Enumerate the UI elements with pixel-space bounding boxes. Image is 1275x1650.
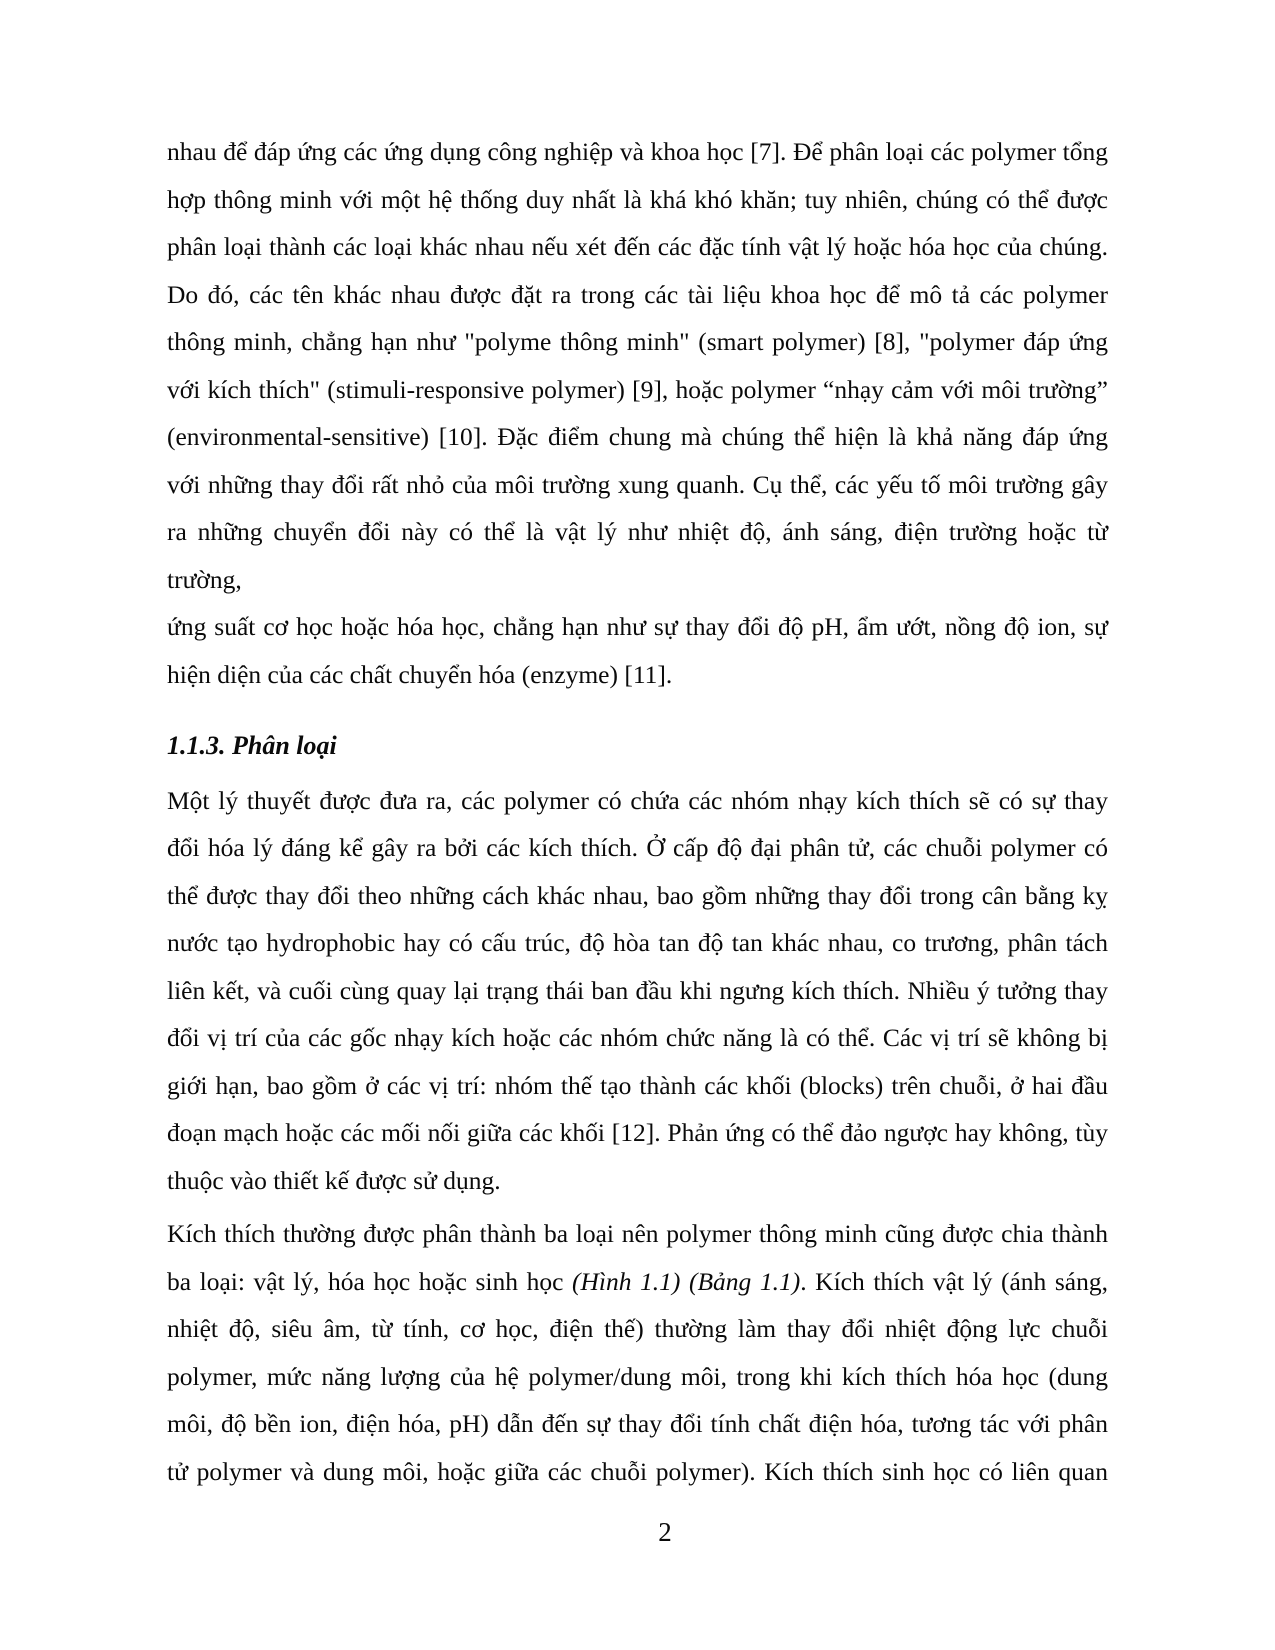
text-line: môi, độ bền ion, điện hóa, pH) dẫn đến sự thay đổi tính chất điện hóa, tương tác với phân xyxy=(167,1409,1108,1438)
text-segment: ba loại: vật lý, hóa học hoặc sinh học xyxy=(167,1266,572,1296)
text-block xyxy=(167,128,1108,1501)
text-line: đổi hóa lý đáng kể gây ra bởi các kích thích. Ở cấp độ đại phân tử, các chuỗi polymer có xyxy=(167,833,1108,862)
page-number: 2 xyxy=(658,1517,672,1547)
text-line: nhau để đáp ứng các ứng dụng công nghiệp và khoa học [7]. Để phân loại các polymer tổng xyxy=(167,137,1108,166)
text-line: Kích thích thường được phân thành ba loại nên polymer thông minh cũng được chia thành xyxy=(167,1219,1108,1248)
text-line: ra những chuyển đổi này có thể là vật lý như nhiệt độ, ánh sáng, điện trường hoặc từ trường, xyxy=(167,517,1108,594)
text-segment: . Kích thích vật lý (ánh sáng, xyxy=(800,1266,1108,1296)
text-line: thông minh, chẳng hạn như "polyme thông minh" (smart polymer) [8], "polymer đáp ứng xyxy=(167,327,1108,356)
section-heading: 1.1.3. Phân loại xyxy=(167,731,337,760)
text-line: nhiệt độ, siêu âm, từ tính, cơ học, điện thế) thường làm thay đổi nhiệt động lực chuỗi xyxy=(167,1314,1108,1343)
figure-table-reference: (Hình 1.1) (Bảng 1.1) xyxy=(571,1266,801,1296)
text-line: với những thay đổi rất nhỏ của môi trường xung quanh. Cụ thể, các yếu tố môi trường gây xyxy=(167,469,1108,499)
text-line: ứng suất cơ học hoặc hóa học, chẳng hạn như sự thay đổi độ pH, ẩm ướt, nồng độ ion, sự xyxy=(167,612,1108,641)
text-line: hiện diện của các chất chuyển hóa (enzyme) [11]. xyxy=(167,659,673,689)
text-line: giới hạn, bao gồm ở các vị trí: nhóm thế tạo thành các khối (blocks) trên chuỗi, ở hai đầu xyxy=(167,1070,1108,1100)
text-line: polymer, mức năng lượng của hệ polymer/dung môi, trong khi kích thích hóa học (dung xyxy=(167,1361,1108,1391)
text-line: thể được thay đổi theo những cách khác nhau, bao gồm những thay đổi trong cân bằng kỵ xyxy=(167,880,1108,910)
paragraph xyxy=(167,128,1108,698)
paragraph xyxy=(167,1210,1108,1495)
text-line: thuộc vào thiết kế được sử dụng. xyxy=(167,1165,501,1195)
text-line: phân loại thành các loại khác nhau nếu xét đến các đặc tính vật lý hoặc hóa học của chúng. xyxy=(167,232,1108,261)
text-line xyxy=(167,1258,1108,1306)
text-line: (environmental-sensitive) [10]. Đặc điểm chung mà chúng thể hiện là khả năng đáp ứng xyxy=(167,422,1108,451)
text-line: liên kết, và cuối cùng quay lại trạng thái ban đầu khi ngưng kích thích. Nhiều ý tưởng thay xyxy=(167,975,1108,1005)
text-line: hợp thông minh với một hệ thống duy nhất là khá khó khăn; tuy nhiên, chúng có thể được xyxy=(167,184,1108,214)
text-line: Một lý thuyết được đưa ra, các polymer có chứa các nhóm nhạy kích thích sẽ có sự thay xyxy=(167,785,1108,815)
paragraph xyxy=(167,777,1108,1205)
text-line: tử polymer và dung môi, hoặc giữa các chuỗi polymer). Kích thích sinh học có liên quan xyxy=(167,1456,1108,1486)
text-line: với kích thích" (stimuli-responsive polymer) [9], hoặc polymer “nhạy cảm với môi trường” xyxy=(167,374,1108,404)
text-line: Do đó, các tên khác nhau được đặt ra trong các tài liệu khoa học để mô tả các polymer xyxy=(167,279,1108,309)
text-line: đổi vị trí của các gốc nhạy kích hoặc các nhóm chức năng là có thể. Các vị trí sẽ không bị xyxy=(167,1023,1108,1052)
text-line: nước tạo hydrophobic hay có cấu trúc, độ hòa tan độ tan khác nhau, co trương, phân tách xyxy=(167,928,1108,957)
text-line: đoạn mạch hoặc các mối nối giữa các khối [12]. Phản ứng có thể đảo ngược hay không, tùy xyxy=(167,1118,1108,1147)
